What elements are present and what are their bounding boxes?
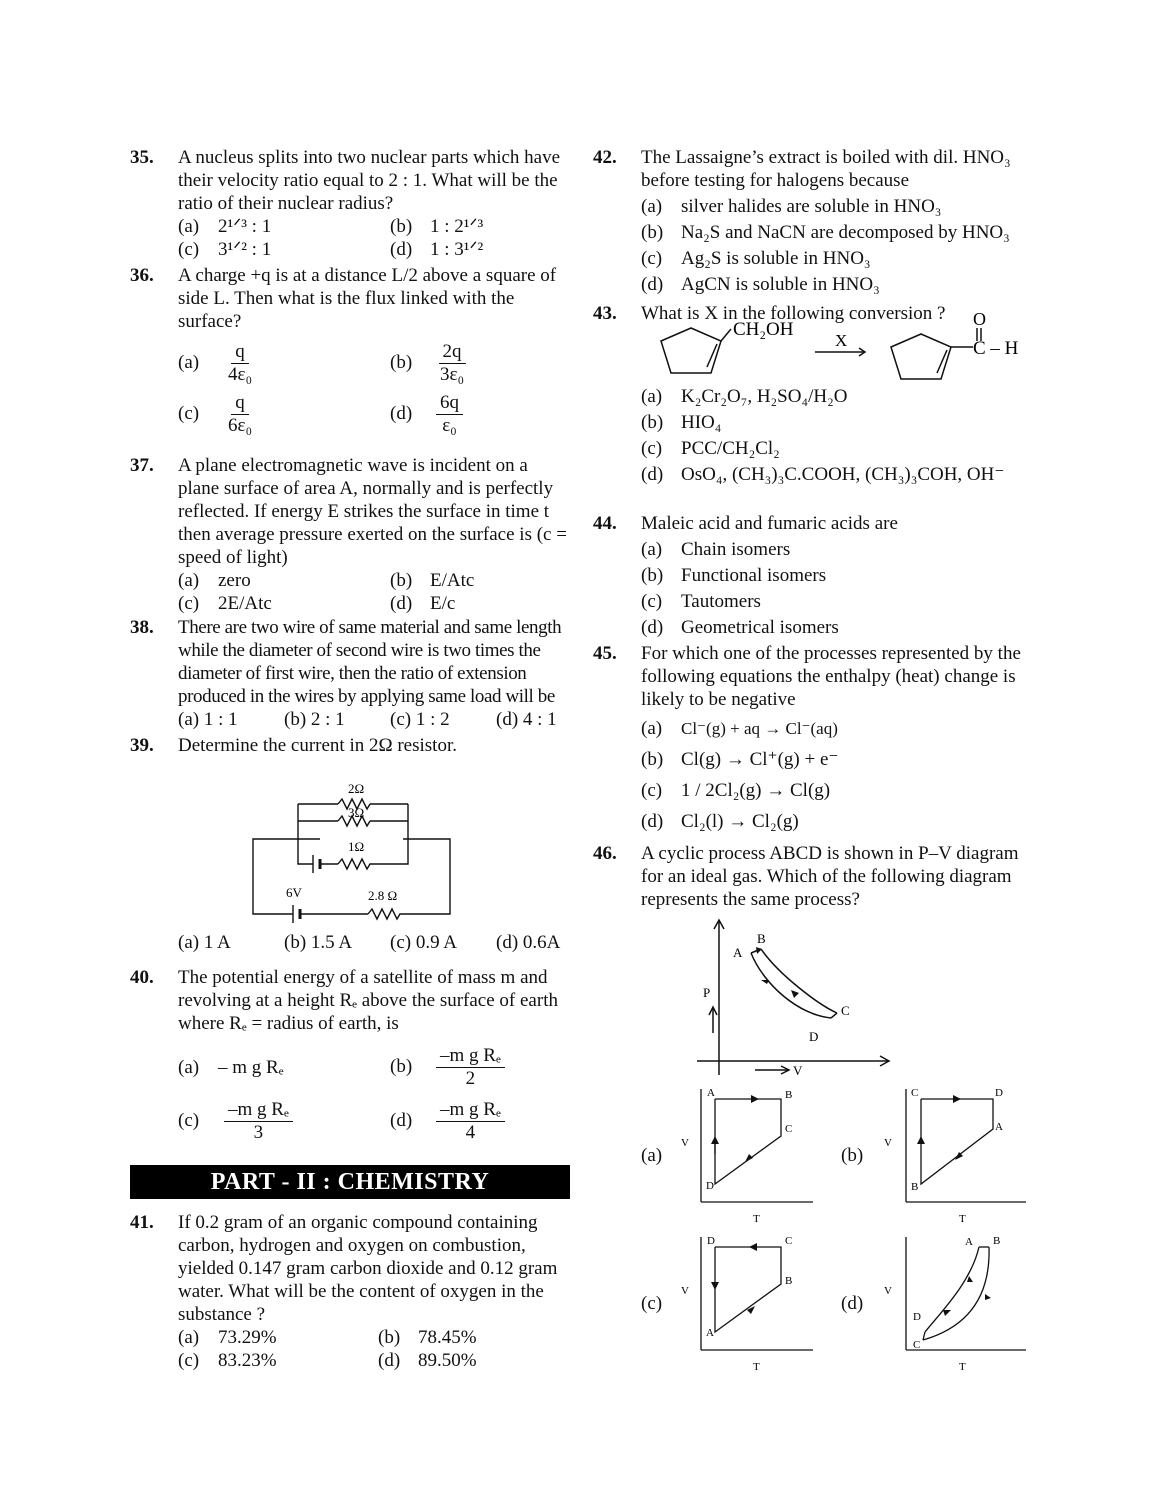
question-number: 44. <box>593 513 617 534</box>
svg-text:T: T <box>959 1361 966 1373</box>
label-1ohm: 1Ω <box>348 839 365 854</box>
options <box>178 1045 570 1144</box>
option-a[interactable]: (a) 73.29% <box>178 1327 277 1348</box>
reagent-x: X <box>835 331 848 350</box>
question-text: The Lassaigne’s extract is boiled with dil. HNO₃ before testing for halogens because <box>641 147 1011 191</box>
point-d: D <box>809 1029 819 1044</box>
question-42 <box>593 146 1038 302</box>
question-number: 35. <box>130 147 154 168</box>
svg-text:C: C <box>785 1235 793 1247</box>
option-b[interactable]: (b) 1.5 A <box>284 932 353 953</box>
question-number: 46. <box>593 843 617 864</box>
question-text: Maleic acid and fumaric acids are <box>641 513 898 534</box>
point-a: A <box>733 945 743 960</box>
option-a[interactable]: (a) silver halides are soluble in HNO₃ <box>641 196 942 217</box>
svg-text:D: D <box>707 1235 715 1247</box>
options <box>641 538 1038 639</box>
label-6v: 6V <box>286 885 302 900</box>
option-a[interactable]: (a) zero <box>178 570 251 591</box>
option-c[interactable]: (c) V T D C B A <box>641 1232 841 1374</box>
option-c[interactable]: (c) Ag₂S is soluble in HNO₃ <box>641 248 871 269</box>
question-text: The potential energy of a satellite of mass m and revolving at a height Rₑ above the surface of earth where Rₑ = radius of earth, is <box>178 967 558 1034</box>
svg-text:B: B <box>785 1275 793 1287</box>
option-a[interactable]: (a) 1 A <box>178 932 231 953</box>
question-number: 40. <box>130 967 154 988</box>
options <box>178 931 570 954</box>
question-text: What is X in the following conversion ? <box>641 303 946 324</box>
question-number: 45. <box>593 643 617 664</box>
option-b[interactable]: (b) 2 : 1 <box>284 709 345 730</box>
option-d[interactable]: (d) 1 : 3¹ᐟ² <box>390 239 484 260</box>
svg-text:D: D <box>995 1087 1003 1099</box>
right-column <box>593 146 1038 1374</box>
option-d[interactable]: (d) OsO₄, (CH₃)₃C.COOH, (CH₃)₃COH, OH⁻ <box>641 464 1005 485</box>
question-46 <box>593 842 1038 1374</box>
question-text: A charge +q is at a distance L/2 above a square of side L. Then what is the flux linked with the surface? <box>178 265 557 332</box>
option-c[interactable]: (c) 83.23% <box>178 1350 277 1371</box>
question-43 <box>593 302 1038 512</box>
svg-text:T: T <box>753 1361 760 1373</box>
option-b[interactable]: (b) Functional isomers <box>641 565 827 586</box>
graph-d <box>881 1232 1031 1374</box>
option-b[interactable]: (b) HIO₄ <box>641 412 722 433</box>
part-banner: PART - II : CHEMISTRY <box>130 1165 570 1199</box>
option-b[interactable]: (b) Na₂S and NaCN are decomposed by HNO₃ <box>641 222 1010 243</box>
svg-text:A: A <box>995 1121 1003 1133</box>
label-2ohm: 2Ω <box>348 781 365 796</box>
point-c: C <box>841 1003 850 1018</box>
option-b[interactable]: (b) Cl(g) → Cl⁺(g) + e⁻ <box>641 749 839 770</box>
graph-b <box>881 1084 1031 1226</box>
svg-text:A: A <box>707 1087 715 1099</box>
question-number: 43. <box>593 303 617 324</box>
axis-p: P <box>703 985 711 1000</box>
option-a[interactable]: (a) Chain isomers <box>641 539 791 560</box>
option-a[interactable]: (a) $\frac{q}{\text{4ε₀}}$ <box>178 341 253 385</box>
question-text: Determine the current in 2Ω resistor. <box>178 735 457 756</box>
option-d[interactable]: (d) $\frac{6q}{\text{ε₀}}$ <box>390 392 602 437</box>
svg-text:V: V <box>681 1137 689 1149</box>
question-36 <box>130 264 570 454</box>
question-text: A plane electromagnetic wave is incident on a plane surface of area A, normally and is perfectly reflected. If energy E strikes the surface in time t then average pressure exerted on the surface is (c = speed of light) <box>178 455 567 568</box>
question-44 <box>593 512 1038 642</box>
question-text: A cyclic process ABCD is shown in P–V diagram for an ideal gas. Which of the following diagram represents the same process? <box>641 843 1019 910</box>
option-d[interactable]: (d) Cl₂(l) → Cl₂(g) <box>641 811 799 832</box>
svg-text:C: C <box>785 1123 793 1135</box>
option-b[interactable]: (b) 1 : 2¹ᐟ³ <box>390 216 484 237</box>
svg-text:T: T <box>753 1213 760 1225</box>
question-number: 37. <box>130 455 154 476</box>
option-d[interactable]: (d) 4 : 1 <box>496 709 557 730</box>
option-b[interactable]: (b) 78.45% <box>378 1327 477 1348</box>
option-c[interactable]: (c) 1 : 2 <box>390 709 450 730</box>
option-a[interactable]: (a) 2¹ᐟ³ : 1 <box>178 216 272 237</box>
option-c[interactable]: (c) $\frac{q}{\text{6ε₀}}$ <box>178 392 253 436</box>
svg-text:V: V <box>884 1137 892 1149</box>
options <box>178 708 570 731</box>
svg-text:A: A <box>965 1236 973 1248</box>
question-39 <box>130 734 570 966</box>
svg-text:B: B <box>911 1181 919 1193</box>
answer-graphs <box>641 1084 1038 1374</box>
options <box>178 341 570 437</box>
product-oxygen: O <box>973 309 986 329</box>
svg-text:V: V <box>884 1285 892 1297</box>
option-a[interactable]: (a) 1 : 1 <box>178 709 238 730</box>
question-number: 39. <box>130 735 154 756</box>
option-b[interactable]: (b) $\frac{\text{–m g Rₑ}}{2}$ <box>390 1045 602 1091</box>
option-c[interactable]: (c) 1 / 2Cl₂(g) → Cl(g) <box>641 780 831 801</box>
option-b[interactable]: (b) E/Atc <box>390 570 475 591</box>
option-a[interactable]: (a) Cl⁻(g) + aq → Cl⁻(aq) <box>641 718 838 739</box>
question-number: 36. <box>130 265 154 286</box>
svg-text:D: D <box>913 1311 921 1323</box>
graph-a <box>681 1084 816 1226</box>
question-40 <box>130 966 570 1159</box>
options <box>178 1326 570 1372</box>
option-a[interactable]: (a) – m g Rₑ <box>178 1057 284 1078</box>
svg-text:C: C <box>913 1339 921 1351</box>
option-d[interactable]: (d) $\frac{\text{–m g Rₑ}}{4}$ <box>390 1099 602 1144</box>
pv-diagram <box>669 915 909 1080</box>
options <box>641 385 1038 486</box>
question-37 <box>130 454 570 616</box>
option-c[interactable]: (c) Tautomers <box>641 591 761 612</box>
product-group: C – H <box>973 338 1019 359</box>
graph-c <box>681 1232 816 1374</box>
option-c[interactable]: (c) $\frac{\text{–m g Rₑ}}{3}$ <box>178 1099 390 1144</box>
option-d[interactable]: (d) 0.6A <box>496 932 561 953</box>
question-text: There are two wire of same material and same length while the diameter of second wire is two times the diameter of first wire, then the ratio of extension produced in the wires by applying same load will be <box>178 617 562 707</box>
question-35 <box>130 146 570 264</box>
option-c[interactable]: (c) PCC/CH₂Cl₂ <box>641 438 780 459</box>
options <box>178 215 570 261</box>
question-number: 42. <box>593 147 617 168</box>
options <box>641 195 1038 296</box>
option-c[interactable]: (c) 3¹ᐟ² : 1 <box>178 239 272 260</box>
option-d[interactable]: (d) V T A B C D <box>841 1232 1041 1374</box>
svg-text:B: B <box>993 1235 1001 1247</box>
option-a[interactable]: (a) V T A B C D <box>641 1084 841 1226</box>
option-b[interactable]: (b) $\frac{2q}{\text{3ε₀}}$ <box>390 341 465 385</box>
svg-text:T: T <box>959 1213 966 1225</box>
svg-text:V: V <box>681 1285 689 1297</box>
svg-text:A: A <box>706 1327 714 1339</box>
axis-v: V <box>793 1063 803 1078</box>
options <box>641 717 1038 833</box>
label-3ohm: 3Ω <box>348 805 365 820</box>
label-2-8ohm: 2.8 Ω <box>368 888 398 903</box>
option-c[interactable]: (c) 0.9 A <box>390 932 458 953</box>
question-45 <box>593 642 1038 842</box>
question-text: If 0.2 gram of an organic compound containing carbon, hydrogen and oxygen on combustion, yielded 0.147 gram carbon dioxide and 0.12 gram water. What will be the content of oxygen in the substance ? <box>178 1212 558 1325</box>
left-column <box>130 146 570 1372</box>
point-b: B <box>757 931 766 946</box>
question-number: 41. <box>130 1212 154 1233</box>
question-text: A nucleus splits into two nuclear parts which have their velocity ratio equal to 2 : 1. What will be the ratio of their nuclear radius? <box>178 147 561 214</box>
option-d[interactable]: (d) E/c <box>390 593 456 614</box>
question-38 <box>130 616 570 734</box>
reactant-group: CH₂OH <box>733 319 794 340</box>
option-a[interactable]: (a) K₂Cr₂O₇, H₂SO₄/H₂O <box>641 386 848 407</box>
svg-text:B: B <box>785 1089 793 1101</box>
option-d[interactable]: (d) 89.50% <box>378 1350 477 1371</box>
option-d[interactable]: (d) AgCN is soluble in HNO₃ <box>641 274 880 295</box>
question-number: 38. <box>130 617 154 638</box>
question-41 <box>130 1211 570 1372</box>
svg-text:C: C <box>911 1087 919 1099</box>
question-text: For which one of the processes represented by the following equations the enthalpy (heat) change is likely to be negative <box>641 643 1021 710</box>
options <box>178 569 570 615</box>
option-c[interactable]: (c) 2E/Atc <box>178 593 272 614</box>
option-b[interactable]: (b) V T C D A B <box>841 1084 1041 1226</box>
svg-text:D: D <box>706 1180 714 1192</box>
option-d[interactable]: (d) Geometrical isomers <box>641 617 839 638</box>
circuit-diagram <box>198 759 478 929</box>
